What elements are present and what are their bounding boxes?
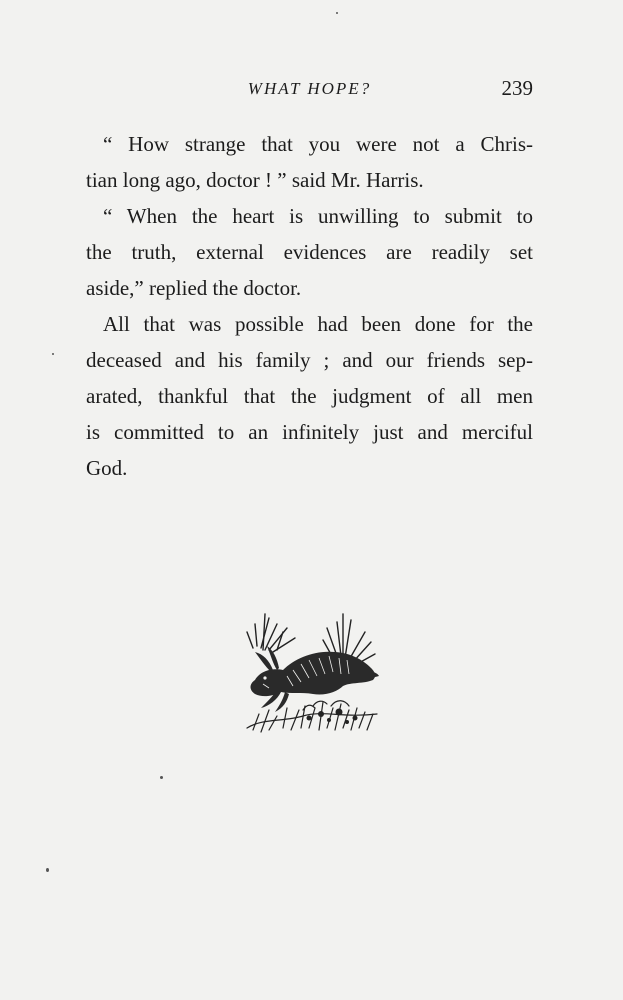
print-speck [52, 353, 54, 355]
text-line: “ How strange that you were not a Chris- [103, 132, 533, 156]
running-title: WHAT HOPE? [247, 79, 372, 98]
text-line: God. [86, 456, 128, 480]
hare-vignette-icon [243, 610, 381, 735]
text-line: aside,” replied the doctor. [86, 276, 302, 300]
body-text [86, 126, 533, 486]
print-speck [336, 12, 338, 14]
text-line: is committed to an infinitely just and merciful [86, 420, 533, 444]
text-line: the truth, external evidences are readily set [86, 240, 533, 264]
page-number: 239 [501, 76, 533, 100]
text-line: tian long ago, doctor ! ” said Mr. Harris. [86, 168, 424, 192]
print-speck [160, 776, 163, 779]
print-speck [46, 868, 49, 872]
running-head [86, 76, 533, 100]
text-line: deceased and his family ; and our friends sep- [86, 348, 533, 372]
text-line: arated, thankful that the judgment of all men [86, 384, 533, 408]
text-line: All that was possible had been done for the [103, 312, 533, 336]
text-line: “ When the heart is unwilling to submit to [103, 204, 533, 228]
